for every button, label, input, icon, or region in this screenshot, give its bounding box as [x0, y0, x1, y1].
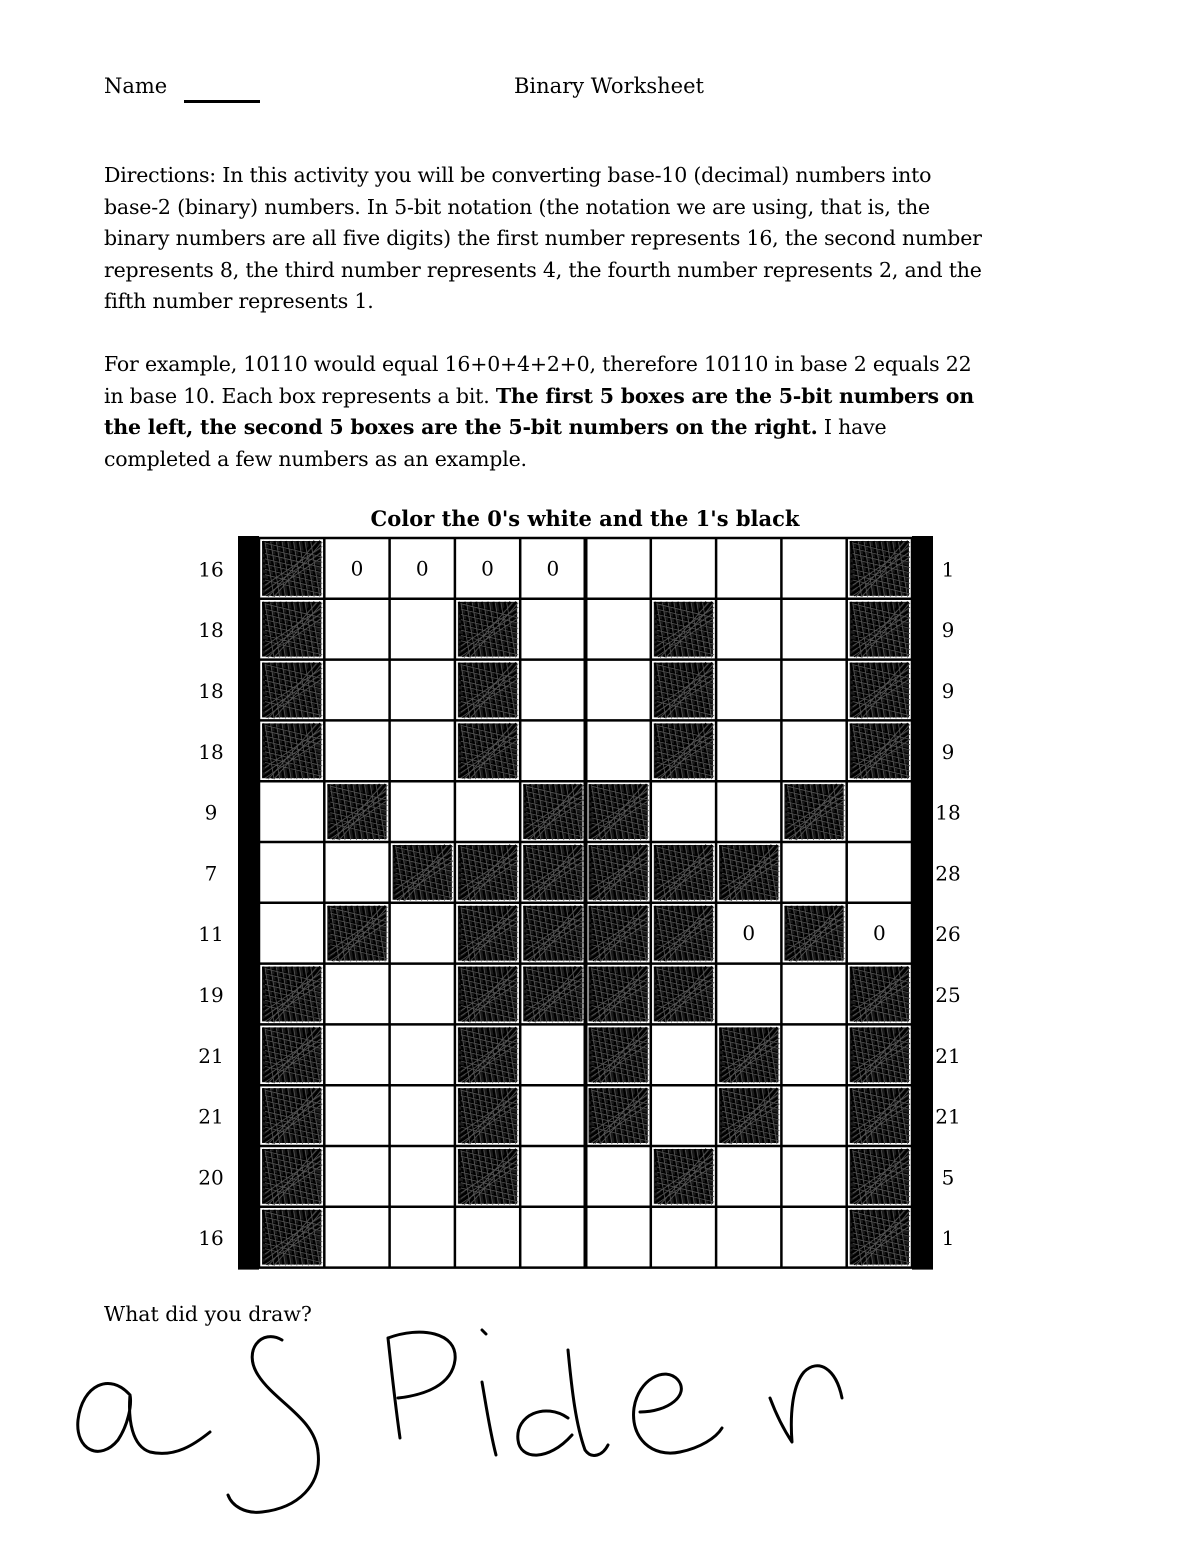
handwriting-stroke	[770, 1366, 842, 1442]
directions-paragraph: Directions: In this activity you will be converting base-10 (decimal) numbers into base-2 (binary) numbers. In 5-bit notation (the notation we are using, that is, the binary numbers are all five digits) the first number represents 16, the second number represents 8, the third number represents 4, the fourth number represents 2, and the fifth number represents 1.	[104, 163, 982, 313]
written-zero: 0	[415, 556, 429, 581]
left-row-number: 18	[198, 739, 224, 764]
handwriting-stroke	[228, 1337, 318, 1513]
question-prompt: What did you draw?	[104, 1302, 312, 1326]
left-row-number: 18	[198, 618, 224, 643]
handwriting-stroke	[78, 1383, 210, 1453]
right-row-number: 9	[941, 679, 955, 703]
right-row-number: 28	[935, 861, 961, 886]
handwriting-stroke	[482, 1330, 496, 1455]
right-row-number: 1	[941, 557, 955, 582]
worksheet-title: Binary Worksheet	[514, 74, 704, 98]
example-bold-text: The first 5 boxes are the 5-bit numbers on the left, the second 5 boxes are the 5-bit numbers on the right.	[104, 383, 974, 439]
left-row-number: 7	[204, 861, 218, 886]
handwriting-stroke	[634, 1374, 722, 1453]
right-row-number: 1	[941, 1226, 955, 1251]
handwriting-stroke	[388, 1332, 455, 1438]
written-zero: 0	[546, 556, 560, 581]
right-row-number: 25	[935, 983, 961, 1007]
handwriting-stroke	[518, 1350, 608, 1455]
right-row-number: 26	[935, 922, 961, 947]
left-row-number: 21	[198, 1043, 224, 1068]
written-zero: 0	[481, 556, 494, 581]
left-row-number: 16	[198, 557, 224, 582]
left-row-number: 21	[198, 1104, 224, 1129]
left-row-number: 16	[198, 1226, 224, 1251]
left-row-number: 20	[198, 1165, 224, 1190]
written-zero: 0	[350, 556, 364, 581]
right-row-number: 18	[935, 800, 961, 825]
right-row-number: 9	[941, 618, 955, 643]
written-zero: 0	[872, 921, 886, 946]
name-label: Name	[104, 74, 168, 98]
left-row-number: 18	[198, 679, 224, 703]
example-text: For example, 10110 would equal 16+0+4+2+0, therefore 10110 in base 2 equals 22 in base 10. Each box represents a bit.	[104, 352, 972, 408]
right-row-number: 21	[935, 1104, 961, 1129]
written-zero: 0	[742, 921, 756, 946]
left-row-number: 9	[204, 800, 218, 825]
right-row-number: 9	[941, 739, 955, 764]
left-row-number: 19	[198, 983, 224, 1007]
right-row-number: 5	[941, 1165, 955, 1190]
right-row-number: 21	[935, 1043, 961, 1068]
left-row-number: 11	[198, 922, 224, 947]
grid-title: Color the 0's white and the 1's black	[370, 506, 800, 531]
example-tail-text: I have completed a few numbers as an example.	[104, 415, 887, 471]
